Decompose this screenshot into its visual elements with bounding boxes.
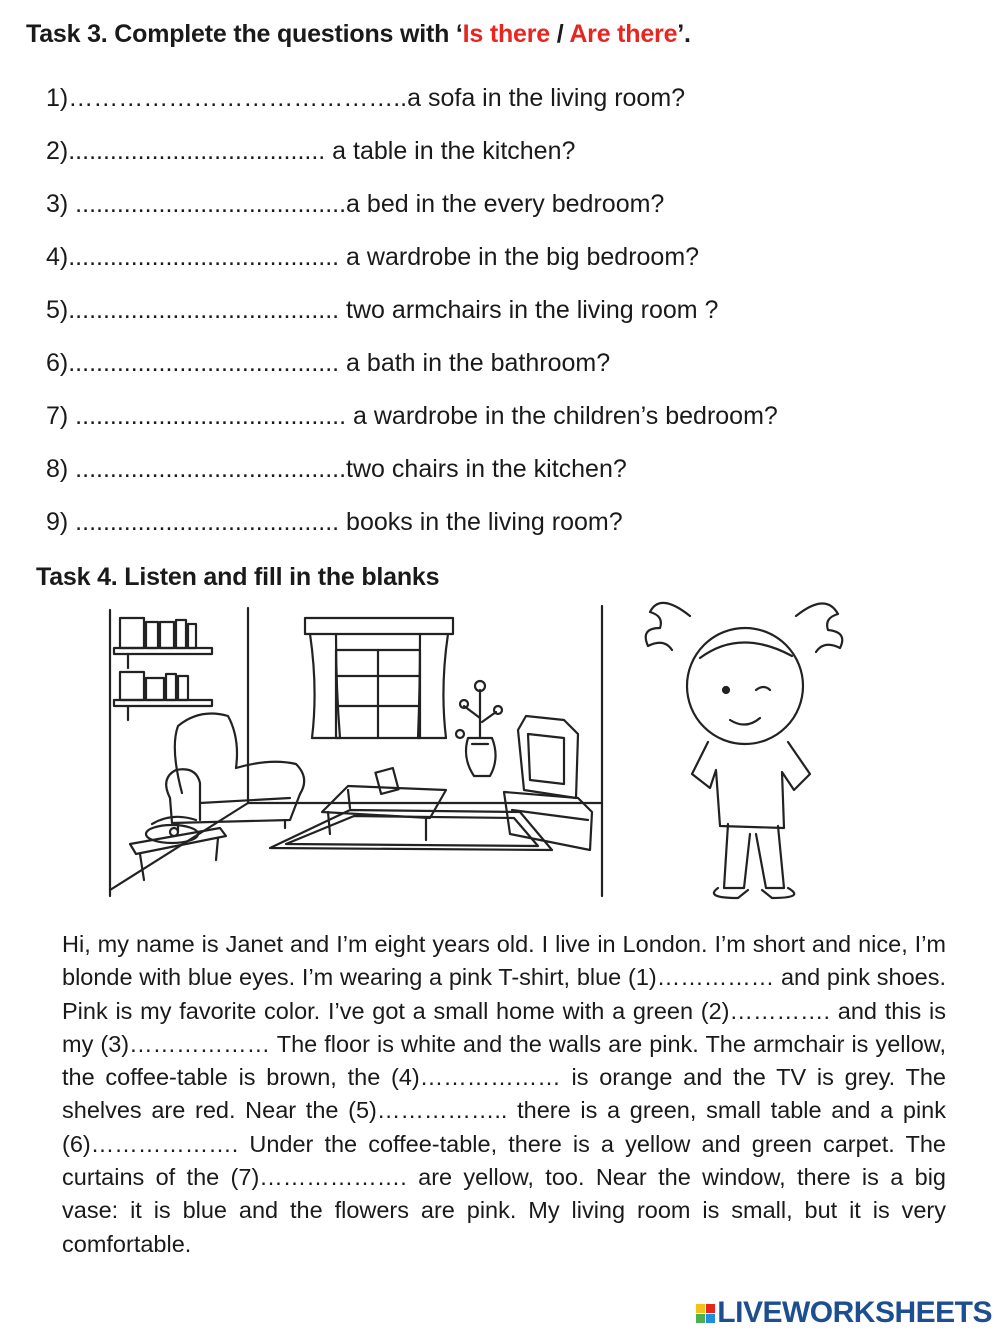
question-6[interactable]: 6)....................................... a bath in the bathroom?	[46, 349, 611, 377]
task3-heading	[26, 20, 691, 49]
task3-heading-pre: Task 3. Complete the questions with ‘	[26, 20, 463, 48]
girl-icon	[646, 603, 843, 898]
question-3[interactable]: 3) .......................................a bed in the every bedroom?	[46, 190, 665, 218]
window-icon	[305, 618, 453, 738]
living-room-illustration	[100, 598, 880, 903]
question-8[interactable]: 8) .......................................two chairs in the kitchen?	[46, 455, 627, 483]
question-2[interactable]: 2)..................................... a table in the kitchen?	[46, 137, 576, 165]
armchair-icon	[166, 714, 304, 832]
logo-mark-icon	[696, 1304, 715, 1323]
task3-heading-post: ’.	[677, 20, 691, 48]
question-4[interactable]: 4)....................................... a wardrobe in the big bedroom?	[46, 243, 700, 271]
question-9[interactable]: 9) ...................................... books in the living room?	[46, 508, 623, 536]
question-5[interactable]: 5)....................................... two armchairs in the living room ?	[46, 296, 719, 324]
option-is-there: Is there	[462, 20, 550, 48]
task4-heading: Task 4. Listen and fill in the blanks	[36, 563, 440, 591]
task3-heading-sep: /	[550, 20, 570, 48]
question-1[interactable]: 1)…………………………………..a sofa in the living room?	[46, 84, 686, 112]
story-paragraph[interactable]: Hi, my name is Janet and I’m eight years old. I live in London. I’m short and nice, I’m blonde with blue eyes. I’m wearing a pink T-shirt, blue (1)…………… and pink shoes. Pink is my favorite color. I’ve got a small home with a green (2)…………. and this is my (3)……………… The floor is white and the walls are pink. The armchair is yellow, the coffee-table is brown, the (4)……………… is orange and the TV is grey. The shelves are red. Near the (5)…………….. there is a green, small table and a pink (6)………………. Under the coffee-table, there is a yellow and green carpet. The curtains of the (7)………………. are yellow, too. Near the window, there is a big vase: it is blue and the flowers are pink. My living room is small, but it is very comfortable.	[62, 931, 946, 1257]
shelves-icon	[114, 618, 212, 720]
option-are-there: Are there	[569, 20, 678, 48]
vase-icon	[456, 681, 502, 776]
tv-icon	[504, 716, 592, 850]
question-7[interactable]: 7) ....................................... a wardrobe in the children’s bedroom?	[46, 402, 778, 430]
logo-text: LIVEWORKSHEETS	[717, 1296, 992, 1329]
liveworksheets-logo	[696, 1296, 992, 1330]
